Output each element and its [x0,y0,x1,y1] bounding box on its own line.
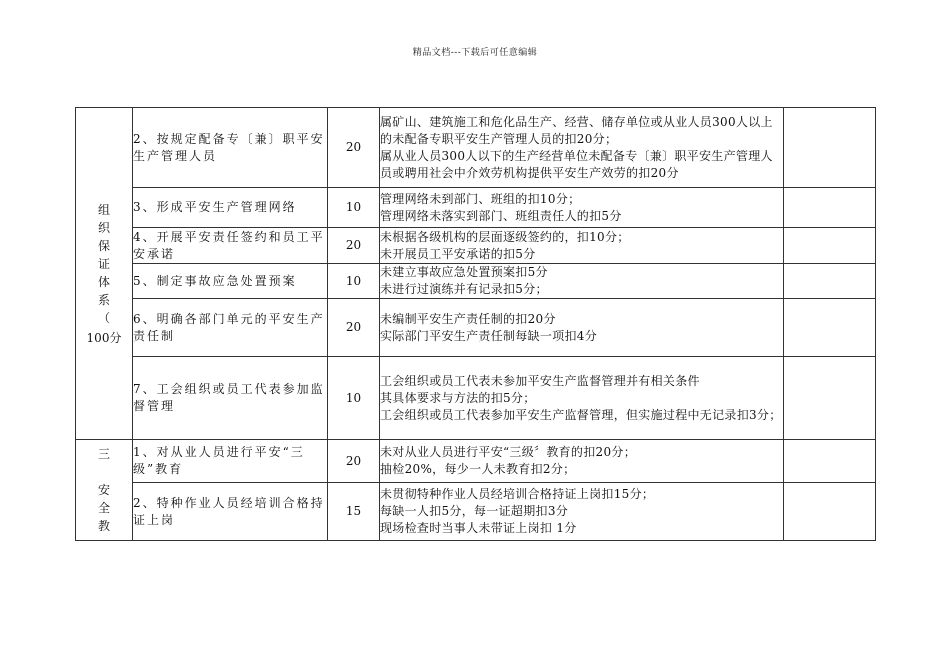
criteria-cell [380,228,784,264]
criteria-line: 工会组织或员工代表参加平安生产监督管理，但实施过程中无记录扣3分； [380,407,782,422]
page-header: 精品文档---下载后可任意编辑 [412,48,538,58]
criteria-line: 工会组织或员工代表未参加平安生产监督管理并有相关条件 [380,373,700,388]
category-char: （ [97,310,110,325]
category-char: 安 [97,483,110,497]
criteria-line: 未建立事故应急处置预案扣5分 [380,265,548,279]
table-row [76,188,876,228]
remark-cell [784,108,876,188]
category-label [97,445,111,535]
criteria-cell [380,188,784,228]
item-cell: 4、开展平安责任签约和员工平安承诺 [133,228,328,264]
category-char: 系 [97,292,110,307]
category-char: 全 [97,501,110,515]
category-char: 三 [97,447,110,461]
item-cell: 7、工会组织或员工代表参加监督管理 [133,357,328,440]
score-cell: 10 [328,188,380,228]
criteria-line: 抽检20%，每少一人未教育扣2分； [380,462,576,476]
scoring-table [75,107,876,541]
criteria-line: 未开展员工平安承诺的扣5分 [380,246,536,261]
remark-cell [784,228,876,264]
category-char: 组 [97,202,110,217]
score-cell: 20 [328,299,380,357]
criteria-line: 管理网络未到部门、班组的扣10分； [380,191,581,206]
table-row [76,483,876,541]
category-char: 体 [97,274,110,289]
table-row [76,108,876,188]
criteria-line: 属矿山、建筑施工和危化品生产、经营、储存单位或从业人员300人以上的未配备专职平安生产管理人员的扣20分； [380,114,773,146]
score-cell: 20 [328,228,380,264]
remark-cell [784,357,876,440]
item-cell: 6、明确各部门单元的平安生产责任制 [133,299,328,357]
criteria-line: 现场检查时当事人未带证上岗扣 1分 [380,521,577,535]
table-row [76,357,876,440]
remark-cell [784,440,876,483]
criteria-line: 属从业人员300人以下的生产经营单位未配备专〔兼〕职平安生产管理人员或聘用社会中介效劳机构提供平安生产效劳的扣20分 [380,148,773,180]
remark-cell [784,483,876,541]
category-char: 教 [97,519,110,533]
category-char: 证 [97,256,110,271]
item-cell: 1、对从业人员进行平安“三级”教育 [133,440,328,483]
criteria-line: 其具体要求与方法的扣5分； [380,390,536,405]
table-row [76,440,876,483]
item-cell: 2、特种作业人员经培训合格持证上岗 [133,483,328,541]
criteria-line: 每缺一人扣5分，每一证超期扣3分 [380,504,569,518]
category-char: 织 [97,220,110,235]
criteria-line: 未贯彻特种作业人员经培训合格持证上岗扣15分； [380,487,655,501]
remark-cell [784,299,876,357]
item-cell: 3、形成平安生产管理网络 [133,188,328,228]
score-cell: 20 [328,440,380,483]
category-score: 100分 [86,330,122,345]
criteria-cell [380,440,784,483]
criteria-line: 管理网络未落实到部门、班组责任人的扣5分 [380,208,622,223]
category-char: 保 [97,238,110,253]
criteria-line: 实际部门平安生产责任制每缺一项扣4分 [380,328,598,343]
table-row [76,299,876,357]
category-label [97,201,111,327]
criteria-cell [380,264,784,299]
table-row [76,264,876,299]
criteria-line: 未对从业人员进行平安“三级〞教育的扣20分； [380,445,637,459]
criteria-line: 未编制平安生产责任制的扣20分 [380,311,556,326]
criteria-cell [380,357,784,440]
score-cell: 10 [328,357,380,440]
score-cell: 10 [328,264,380,299]
table-row [76,228,876,264]
criteria-cell [380,483,784,541]
item-cell: 5、制定事故应急处置预案 [133,264,328,299]
score-cell: 15 [328,483,380,541]
criteria-cell [380,108,784,188]
item-cell: 2、按规定配备专〔兼〕职平安生产管理人员 [133,108,328,188]
criteria-cell [380,299,784,357]
remark-cell [784,264,876,299]
remark-cell [784,188,876,228]
category-cell-section2 [76,440,133,541]
criteria-line: 未进行过演练并有记录扣5分； [380,282,548,296]
score-cell: 20 [328,108,380,188]
category-cell-section1 [76,108,133,440]
criteria-line: 未根据各级机构的层面逐级签约的，扣10分； [380,229,630,244]
